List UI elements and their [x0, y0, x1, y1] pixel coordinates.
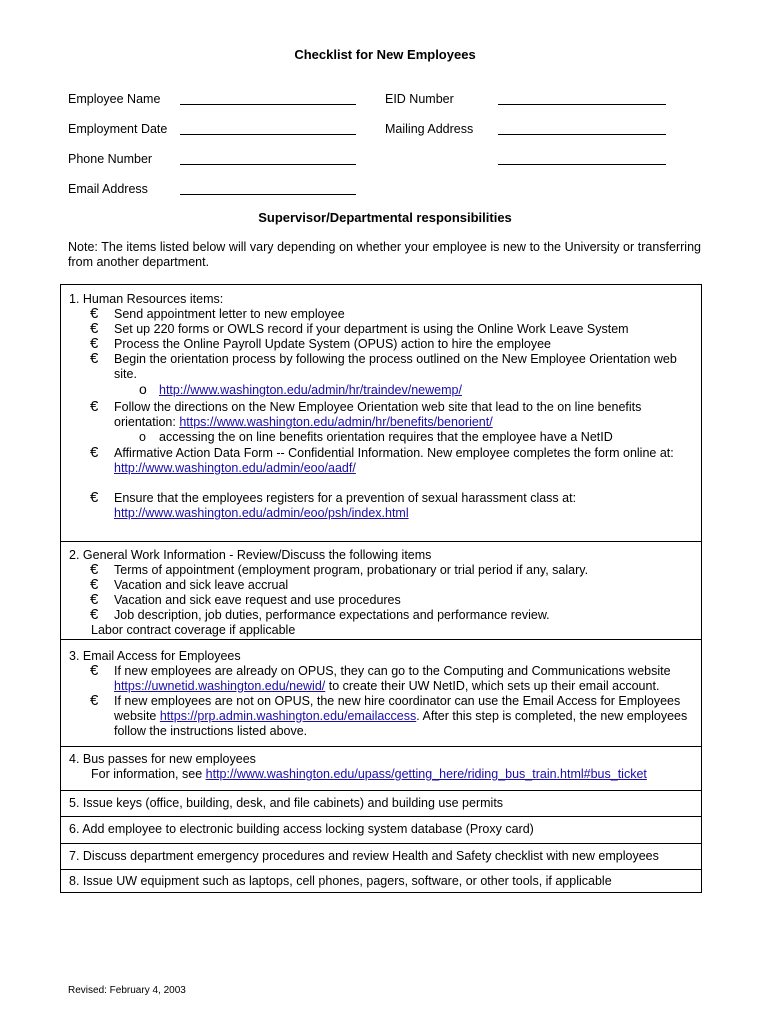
bullet-icon: €: [90, 692, 99, 709]
list-item: Follow the directions on the New Employee Orientation web site that lead to the on line benefits: [114, 400, 642, 414]
phone-number-field[interactable]: [180, 164, 356, 165]
mailing-address-field[interactable]: [498, 134, 666, 135]
list-item: If new employees are not on OPUS, the new hire coordinator can use the Email Access for Employees: [114, 694, 681, 708]
employee-name-label: Employee Name: [68, 92, 161, 106]
revision-footer: Revised: February 4, 2003: [68, 985, 186, 996]
sub-bullet-icon: o: [139, 381, 147, 397]
employee-name-field[interactable]: [180, 104, 356, 105]
bullet-icon: €: [90, 662, 99, 679]
section-issue-keys: [61, 790, 701, 817]
section-heading: 7. Discuss department emergency procedures and review Health and Safety checklist with new employees: [69, 849, 659, 863]
list-item: Send appointment letter to new employee: [114, 307, 345, 321]
email-access-link[interactable]: https://prp.admin.washington.edu/emailaccess: [159, 709, 417, 723]
list-item-text: website: [114, 709, 160, 723]
sub-list-item: accessing the on line benefits orientation requires that the employee have a NetID: [159, 430, 613, 444]
bullet-icon: €: [90, 398, 99, 415]
email-address-label: Email Address: [68, 182, 148, 196]
list-item-continued: [114, 709, 687, 724]
list-item-continued: [114, 415, 493, 430]
phone-number-label: Phone Number: [68, 152, 153, 166]
section-uw-equipment: [61, 869, 701, 894]
checklist-table: [60, 284, 702, 893]
sub-bullet-icon: o: [139, 430, 146, 444]
list-item: Job description, job duties, performance expectations and performance review.: [114, 608, 550, 622]
list-item: Set up 220 forms or OWLS record if your department is using the Online Work Leave System: [114, 322, 629, 336]
section-heading: 1. Human Resources items:: [69, 292, 224, 306]
bullet-icon: €: [90, 305, 99, 322]
mailing-address-field-line2[interactable]: [498, 164, 666, 165]
email-address-field[interactable]: [180, 194, 356, 195]
section-heading: 4. Bus passes for new employees: [69, 752, 256, 766]
list-item: Process the Online Payroll Update System (OPUS) action to hire the employee: [114, 337, 552, 351]
bullet-icon: €: [90, 350, 99, 367]
list-item: Terms of appointment (employment program, probationary or trial period if any, salary.: [114, 563, 589, 577]
affirmative-action-form-link[interactable]: http://www.washington.edu/admin/eoo/aadf/: [114, 461, 356, 475]
section-heading: 8. Issue UW equipment such as laptops, cell phones, pagers, software, or other tools, if applicable: [69, 874, 612, 888]
eid-number-label: EID Number: [385, 92, 454, 106]
list-item: Vacation and sick leave accrual: [114, 578, 289, 592]
list-item: Ensure that the employees registers for a prevention of sexual harassment class at:: [114, 491, 577, 505]
section-heading: 2. General Work Information - Review/Discuss the following items: [69, 548, 432, 562]
list-item-text: to create their UW NetID, which sets up their email account.: [325, 679, 660, 693]
section-bus-passes: [61, 746, 701, 791]
employment-date-label: Employment Date: [68, 122, 168, 136]
list-item: Vacation and sick eave request and use procedures: [114, 593, 401, 607]
list-item: If new employees are already on OPUS, they can go to the Computing and Communications website: [114, 664, 671, 678]
list-item-continued: follow the instructions listed above.: [114, 724, 308, 738]
bullet-icon: €: [90, 591, 99, 608]
list-item-text: orientation:: [114, 415, 180, 429]
section-email-access: [61, 639, 701, 747]
list-item-text: . After this step is completed, the new employees: [416, 709, 688, 723]
harassment-class-link[interactable]: http://www.washington.edu/admin/eoo/psh/index.html: [114, 506, 409, 520]
bullet-icon: €: [90, 561, 99, 578]
bullet-icon: €: [90, 320, 99, 337]
bullet-icon: €: [90, 444, 99, 461]
mailing-address-label: Mailing Address: [385, 122, 474, 136]
section-emergency-procedures: [61, 843, 701, 870]
section-heading: 5. Issue keys (office, building, desk, and file cabinets) and building use permits: [69, 796, 504, 810]
new-employee-orientation-link[interactable]: http://www.washington.edu/admin/hr/traindev/newemp/: [159, 383, 462, 397]
list-item-text: For information, see: [91, 767, 206, 781]
section-building-access: [61, 816, 701, 844]
benefits-orientation-link[interactable]: https://www.washington.edu/admin/hr/benefits/benorient/: [179, 415, 493, 429]
eid-number-field[interactable]: [498, 104, 666, 105]
bus-ticket-link[interactable]: http://www.washington.edu/upass/getting_here/riding_bus_train.html#bus_ticket: [205, 767, 647, 781]
bullet-icon: €: [90, 606, 99, 623]
section-general-work-information: [61, 541, 701, 640]
list-item-continued: [114, 679, 659, 694]
list-item-continued: site.: [114, 367, 137, 381]
section-subtitle: Supervisor/Departmental responsibilities: [258, 210, 512, 225]
page-title: Checklist for New Employees: [294, 47, 476, 62]
section-human-resources: [61, 285, 701, 541]
bullet-icon: €: [90, 489, 99, 506]
employment-date-field[interactable]: [180, 134, 356, 135]
list-item: Affirmative Action Data Form -- Confidential Information. New employee completes the form online at:: [114, 446, 674, 460]
section-heading: 6. Add employee to electronic building access locking system database (Proxy card): [69, 822, 534, 836]
list-item: Begin the orientation process by following the process outlined on the New Employee Orientation web: [114, 352, 677, 366]
list-item: [91, 767, 647, 782]
list-item: Labor contract coverage if applicable: [91, 623, 296, 637]
section-heading: 3. Email Access for Employees: [69, 649, 241, 663]
uw-netid-link[interactable]: https://uwnetid.washington.edu/newid/: [114, 679, 326, 693]
bullet-icon: €: [90, 576, 99, 593]
note-paragraph: Note: The items listed below will vary depending on whether your employee is new to the University or transferring from another department.: [68, 240, 701, 269]
bullet-icon: €: [90, 335, 99, 352]
